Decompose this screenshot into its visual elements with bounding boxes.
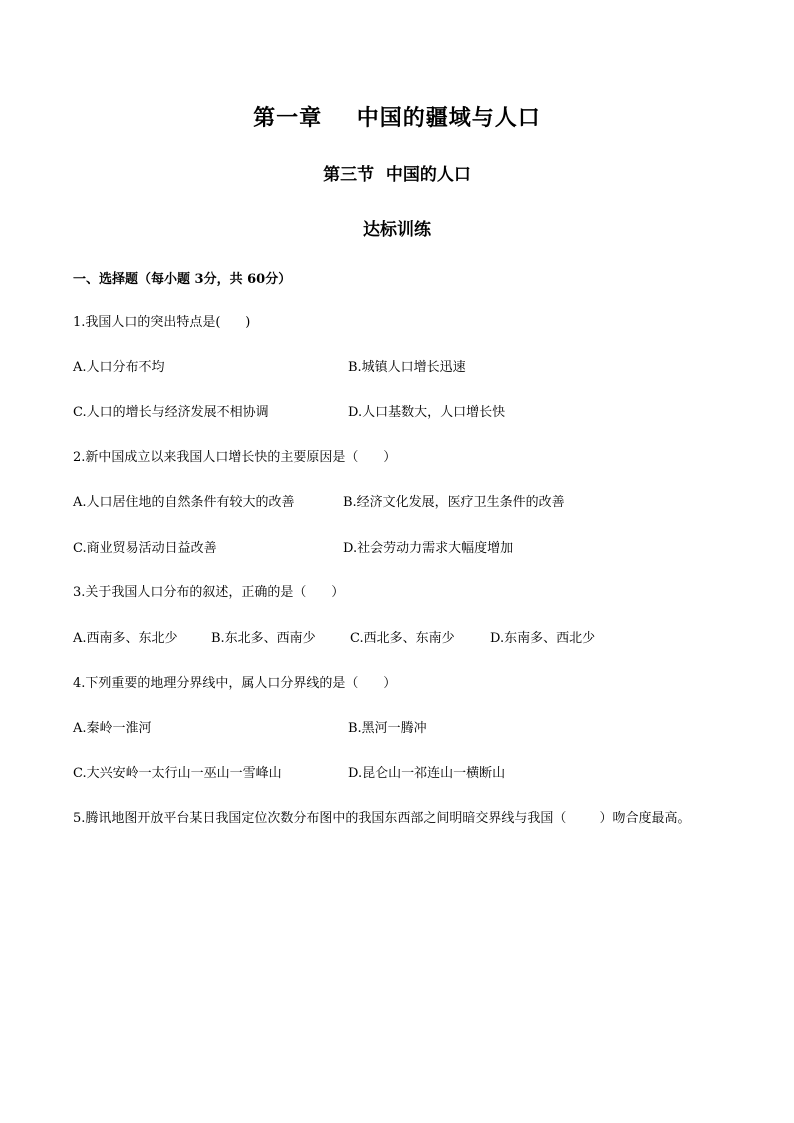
question-2-option-b[interactable]: B.经济文化发展，医疗卫生条件的改善 [343, 495, 565, 510]
chapter-title: 第一章 中国的疆域与人口 [253, 105, 541, 131]
question-1-option-c[interactable]: C.人口的增长与经济发展不相协调 [73, 405, 269, 420]
question-2-option-c[interactable]: C.商业贸易活动日益改善 [73, 541, 217, 556]
question-3-option-b[interactable]: B.东北多、西南少 [211, 631, 316, 646]
question-4-text: 4.下列重要的地理分界线中，属人口分界线的是（ ） [73, 676, 397, 691]
question-3-option-a[interactable]: A.西南多、东北少 [73, 631, 178, 646]
question-4-option-b[interactable]: B.黑河一腾冲 [348, 721, 427, 736]
question-4-option-c[interactable]: C.大兴安岭一太行山一巫山一雪峰山 [73, 766, 282, 781]
question-4-option-a[interactable]: A.秦岭一淮河 [73, 721, 152, 736]
question-1-text: 1.我国人口的突出特点是( ) [73, 315, 251, 330]
multiple-choice-heading: 一、选择题（每小题 3分，共 60分） [73, 272, 292, 287]
question-4-option-d[interactable]: D.昆仑山一祁连山一横断山 [348, 766, 506, 781]
question-2-option-a[interactable]: A.人口居住地的自然条件有较大的改善 [73, 495, 295, 510]
question-5-text: 5.腾讯地图开放平台某日我国定位次数分布图中的我国东西部之间明暗交界线与我国（ ）吻合度最高。 [73, 811, 691, 826]
drill-title: 达标训练 [363, 220, 431, 240]
question-2-option-d[interactable]: D.社会劳动力需求大幅度增加 [343, 541, 514, 556]
question-3-text: 3.关于我国人口分布的叙述，正确的是（ ） [73, 585, 345, 600]
question-1-option-b[interactable]: B.城镇人口增长迅速 [348, 360, 466, 375]
question-2-text: 2.新中国成立以来我国人口增长快的主要原因是（ ） [73, 450, 397, 465]
question-3-option-c[interactable]: C.西北多、东南少 [350, 631, 455, 646]
question-1-option-a[interactable]: A.人口分布不均 [73, 360, 165, 375]
question-1-option-d[interactable]: D.人口基数大，人口增长快 [348, 405, 506, 420]
question-3-option-d[interactable]: D.东南多、西北少 [490, 631, 596, 646]
section-title: 第三节 中国的人口 [323, 165, 471, 185]
